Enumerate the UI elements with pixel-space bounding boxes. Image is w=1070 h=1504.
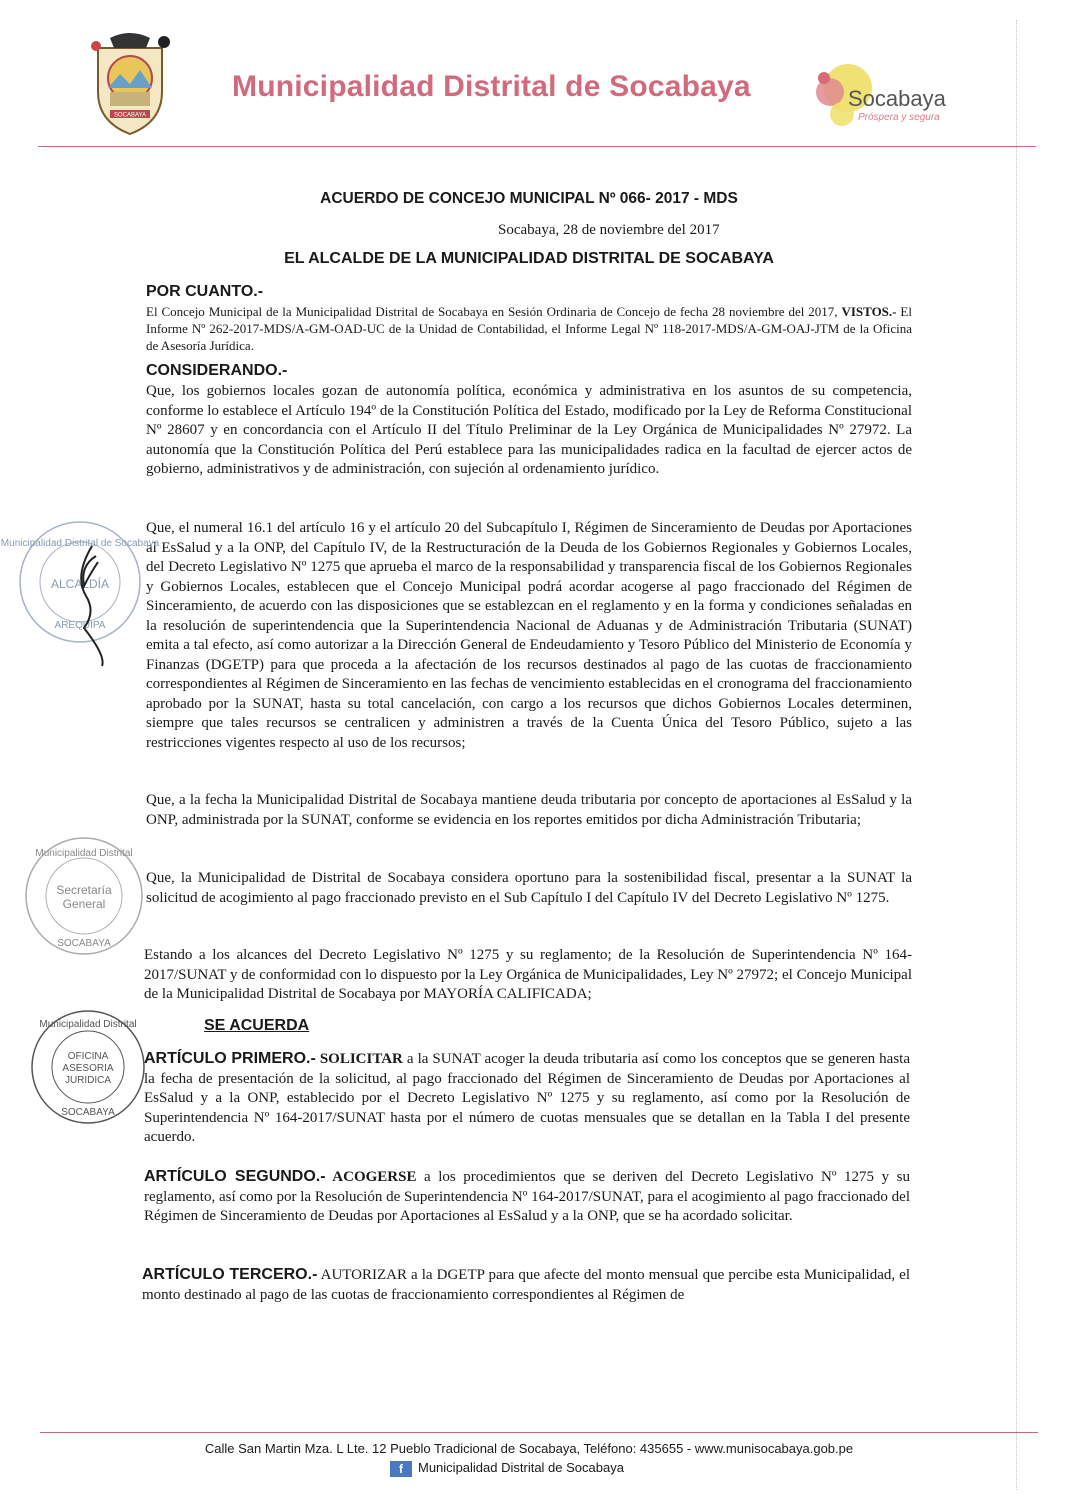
- municipality-title: Municipalidad Distrital de Socabaya: [232, 70, 751, 103]
- svg-text:ALCALDÍA: ALCALDÍA: [50, 577, 110, 591]
- document-date: Socabaya, 28 de noviembre del 2017: [498, 222, 720, 238]
- brand-name: Socabaya: [848, 86, 946, 111]
- crest-label: SOCABAYA: [113, 112, 147, 119]
- vistos-label: VISTOS.-: [841, 304, 897, 319]
- considerando-paragraph-1: Que, los gobiernos locales gozan de autonomía política, económica y administrativa en los asuntos de su competencia, conforme lo establece el Artículo 194º de la Constitución Política del Estado, modificado por la Ley de Reforma Constitucional Nº 28607 y en concordancia con el Artículo II del Título Preliminar de la Ley Orgánica de Municipalidades Nº 27972. La autonomía que la Constitución Política del Perú establece para las municipalidades radica en la facultad de ejercer actos de gobierno, administrativos y de administración, con sujeción al ordenamiento jurídico.: [146, 383, 912, 477]
- svg-text:General: General: [62, 897, 106, 911]
- articulo-primero: ARTÍCULO PRIMERO.- SOLICITAR a la SUNAT acoger la deuda tributaria así como los conceptos que se generen hasta la fecha de presentación de la solicitud, al pago fraccionado del Régimen de Sinceramiento de Deudas por Aportaciones al EsSalud y a la ONP, establecido por el Decreto Legislativo Nº 1275 y su reglamento, así como por la Resolución de Superintendencia Nº 164-2017/SUNAT hasta por el número de cuotas mensuales que se detallan en la Tabla I del presente acuerdo.: [144, 1050, 910, 1145]
- se-acuerda-heading: SE ACUERDA: [204, 1017, 310, 1034]
- svg-text:Municipalidad Distrital: Municipalidad Distrital: [39, 1019, 137, 1030]
- svg-text:SOCABAYA: SOCABAYA: [61, 1107, 115, 1118]
- svg-text:JURIDICA: JURIDICA: [64, 1075, 112, 1086]
- por-cuanto-text: El Concejo Municipal de la Municipalidad Distrital de Socabaya en Sesión Ordinaria de Concejo de fecha 28 noviembre del 2017, VISTOS.- El Informe Nº 262-2017-MDS/A-GM-OAD-UC de la Unidad de Contabilidad, el Informe Legal Nº 118-2017-MDS/A-GM-OAJ-JTM de la Oficina de Asesoría Jurídica.: [146, 304, 912, 353]
- municipal-crest-logo: [80, 30, 180, 140]
- considerando-heading: CONSIDERANDO.-: [146, 362, 288, 379]
- svg-text:SOCABAYA: SOCABAYA: [57, 938, 111, 949]
- svg-text:Municipalidad Distrital: Municipalidad Distrital: [35, 848, 133, 859]
- considerando-paragraph-3: Que, a la fecha la Municipalidad Distrital de Socabaya mantiene deuda tributaria por concepto de aportaciones al EsSalud y la ONP, administrada por la SUNAT, conforme se evidencia en los reportes emitidos por dicha Administración Tributaria;: [146, 792, 912, 828]
- document-title: ACUERDO DE CONCEJO MUNICIPAL Nº 066- 2017 - MDS: [320, 190, 738, 207]
- svg-text:OFICINA: OFICINA: [67, 1051, 109, 1062]
- svg-text:AREQUIPA: AREQUIPA: [54, 620, 106, 631]
- alcaldia-seal-stamp: [0, 516, 160, 648]
- articulo-primero-label: ARTÍCULO PRIMERO.-: [144, 1050, 316, 1067]
- issuer-heading: EL ALCALDE DE LA MUNICIPALIDAD DISTRITAL DE SOCABAYA: [284, 250, 774, 267]
- por-cuanto-heading: POR CUANTO.-: [146, 283, 264, 300]
- footer-address: Calle San Martin Mza. L Lte. 12 Pueblo Tradicional de Socabaya, Teléfono: 435655 - www.munisocabaya.gob.pe: [204, 1441, 854, 1456]
- scan-edge-line: [1016, 20, 1017, 1490]
- svg-text:ASESORIA: ASESORIA: [62, 1063, 114, 1074]
- articulo-tercero-label: ARTÍCULO TERCERO.-: [142, 1266, 318, 1283]
- facebook-icon: f: [390, 1461, 412, 1477]
- asesoria-juridica-seal-stamp: [26, 1005, 150, 1129]
- footer-facebook[interactable]: [390, 1460, 624, 1477]
- considerando-paragraph-2: Que, el numeral 16.1 del artículo 16 y el artículo 20 del Subcapítulo I, Régimen de Sinceramiento de Deudas por Aportaciones al EsSalud y a la ONP, del Capítulo IV, de la Restructuración de la Deuda de los Gobiernos Regionales y Gobiernos Locales, del Decreto Legislativo Nº 1275 que aprueba el marco de la responsabilidad y transparencia fiscal de los Gobiernos Regionales y Gobiernos Locales, establecen que el Concejo Municipal podrá acordar acogerse al pago fraccionado del Régimen de Sinceramiento, de acuerdo con las disposiciones que se establezcan en el reglamento y en la forma y condiciones señaladas en la resolución de superintendencia que la Superintendencia Nacional de Aduanas y de Administración Tributaria (SUNAT) emita a tal efecto, así como autorizar a la Dirección General de Endeudamiento y Tesoro Público del Ministerio de Economía y Finanzas (DGETP) para que proceda a la afectación de los recursos destinados al pago de las cuotas de fraccionamiento correspondientes al Régimen de Sinceramiento en las fechas de vencimiento establecidas en el cronograma del fraccionamiento aprobado por la SUNAT, hasta su total cancelación, con cargo a los recursos que dichos Gobiernos Locales determinen, siempre que tales recursos se centralicen y administren a través de la Cuenta Única del Tesoro Público, sujeto a las restricciones vigentes respecto al uso de los recursos;: [146, 520, 912, 751]
- facebook-page-name: Municipalidad Distrital de Socabaya: [418, 1460, 624, 1475]
- brand-tagline: Próspera y segura: [858, 112, 940, 123]
- secretaria-general-seal-stamp: [20, 832, 148, 960]
- articulo-tercero: ARTÍCULO TERCERO.- AUTORIZAR a la DGETP para que afecte del monto mensual que percibe esta Municipalidad, el monto destinado al pago de las cuotas de fraccionamiento correspondientes al Régimen de: [142, 1266, 910, 1303]
- articulo-segundo-label: ARTÍCULO SEGUNDO.-: [144, 1168, 326, 1185]
- considerando-paragraph-5: Estando a los alcances del Decreto Legislativo Nº 1275 y su reglamento; de la Resolución de Superintendencia Nº 164-2017/SUNAT y de conformidad con lo dispuesto por la Ley Orgánica de Municipalidades, Ley Nº 27972; el Concejo Municipal de la Municipalidad Distrital de Socabaya por MAYORÍA CALIFICADA;: [144, 947, 912, 1002]
- svg-text:Municipalidad Distrital de Soc: Municipalidad Distrital de Socabaya: [0, 538, 160, 549]
- svg-text:Secretaría: Secretaría: [56, 883, 112, 897]
- articulo-segundo: ARTÍCULO SEGUNDO.- ACOGERSE a los procedimientos que se deriven del Decreto Legislativo Nº 1275 y su reglamento, así como por la Resolución de Superintendencia Nº 164-2017/SUNAT, para el acogimiento al pago fraccionado del Régimen de Sinceramiento de Deudas por Aportaciones al EsSalud y a la ONP, que se ha acordado solicitar.: [144, 1168, 910, 1224]
- header-divider: [38, 146, 1036, 147]
- considerando-paragraph-4: Que, la Municipalidad de Distrital de Socabaya considera oportuno para la sostenibilidad fiscal, presentar a la SUNAT la solicitud de acogimiento al pago fraccionado previsto en el Sub Capítulo I del Capítulo IV del Decreto Legislativo Nº 1275.: [146, 870, 912, 906]
- footer-divider: [40, 1432, 1038, 1433]
